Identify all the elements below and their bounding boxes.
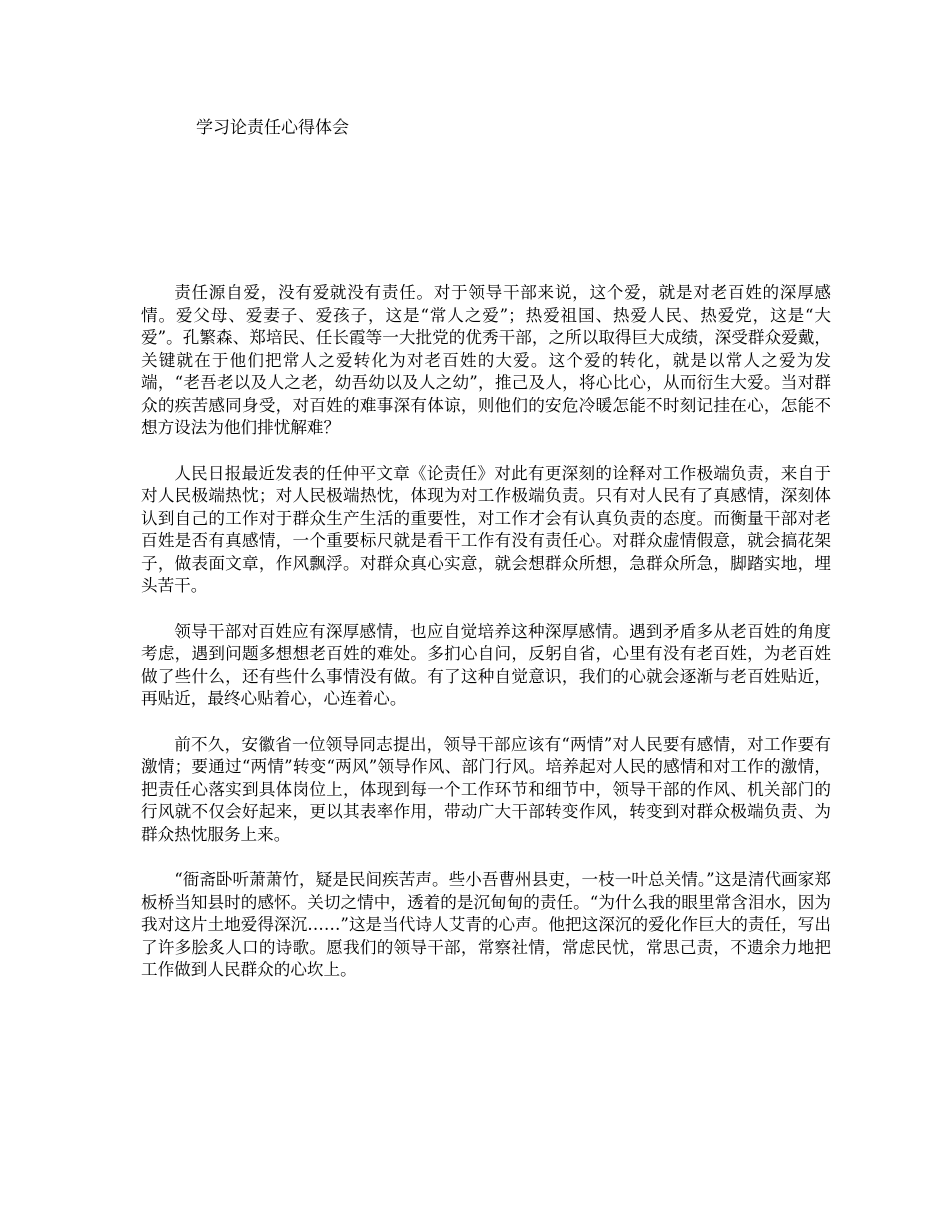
document-body [141, 282, 831, 1005]
paragraph-2: 人民日报最近发表的任仲平文章《论责任》对此有更深刻的诠释对工作极端负责，来自于对人民极端热忱；对人民极端热忱，体现为对工作极端负责。只有对人民有了真感情，深刻体认到自己的工作对于群众生产生活的重要性，对工作才会有认真负责的态度。而衡量干部对老百姓是否有真感情，一个重要标尺就是看干工作有没有责任心。对群众虚情假意，就会搞花架子，做表面文章，作风飘浮。对群众真心实意，就会想群众所想，急群众所急，脚踏实地，埋头苦干。 [141, 463, 831, 595]
paragraph-5: “衙斋卧听萧萧竹，疑是民间疾苦声。些小吾曹州县吏，一枝一叶总关情。”这是清代画家郑板桥当知县时的感怀。关切之情中，透着的是沉甸甸的责任。“为什么我的眼里常含泪水，因为我对这片土地爱得深沉……”这是当代诗人艾青的心声。他把这深沉的爱化作巨大的责任，写出了许多脍炙人口的诗歌。愿我们的领导干部，常察社情，常虑民忧，常思己责，不遗余力地把工作做到人民群众的心坎上。 [141, 870, 831, 979]
paragraph-4: 前不久，安徽省一位领导同志提出，领导干部应该有“两情”对人民要有感情，对工作要有激情；要通过“两情”转变“两风”领导作风、部门行风。培养起对人民的感情和对工作的激情，把责任心落实到具体岗位上，体现到每一个工作环节和细节中，领导干部的作风、机关部门的行风就不仅会好起来，更以其表率作用，带动广大干部转变作风，转变到对群众极端负责、为群众热忱服务上来。 [141, 734, 831, 844]
paragraph-3: 领导干部对百姓应有深厚感情，也应自觉培养这种深厚感情。遇到矛盾多从老百姓的角度考虑，遇到问题多想想老百姓的难处。多扪心自问，反躬自省，心里有没有老百姓，为老百姓做了些什么，还有些什么事情没有做。有了这种自觉意识，我们的心就会逐渐与老百姓贴近，再贴近，最终心贴着心，心连着心。 [141, 621, 831, 708]
paragraph-1: 责任源自爱，没有爱就没有责任。对于领导干部来说，这个爱，就是对老百姓的深厚感情。爱父母、爱妻子、爱孩子，这是“常人之爱”；热爱祖国、热爱人民、热爱党，这是“大爱”。孔繁森、郑培民、任长霞等一大批党的优秀干部，之所以取得巨大成绩，深受群众爱戴，关键就在于他们把常人之爱转化为对老百姓的大爱。这个爱的转化，就是以常人之爱为发端，“老吾老以及人之老，幼吾幼以及人之幼”，推己及人，将心比心，从而衍生大爱。当对群众的疾苦感同身受，对百姓的难事深有体谅，则他们的安危冷暖怎能不时刻记挂在心，怎能不想方设法为他们排忧解难？ [141, 283, 831, 437]
document-title: 学习论责任心得体会 [196, 118, 349, 138]
